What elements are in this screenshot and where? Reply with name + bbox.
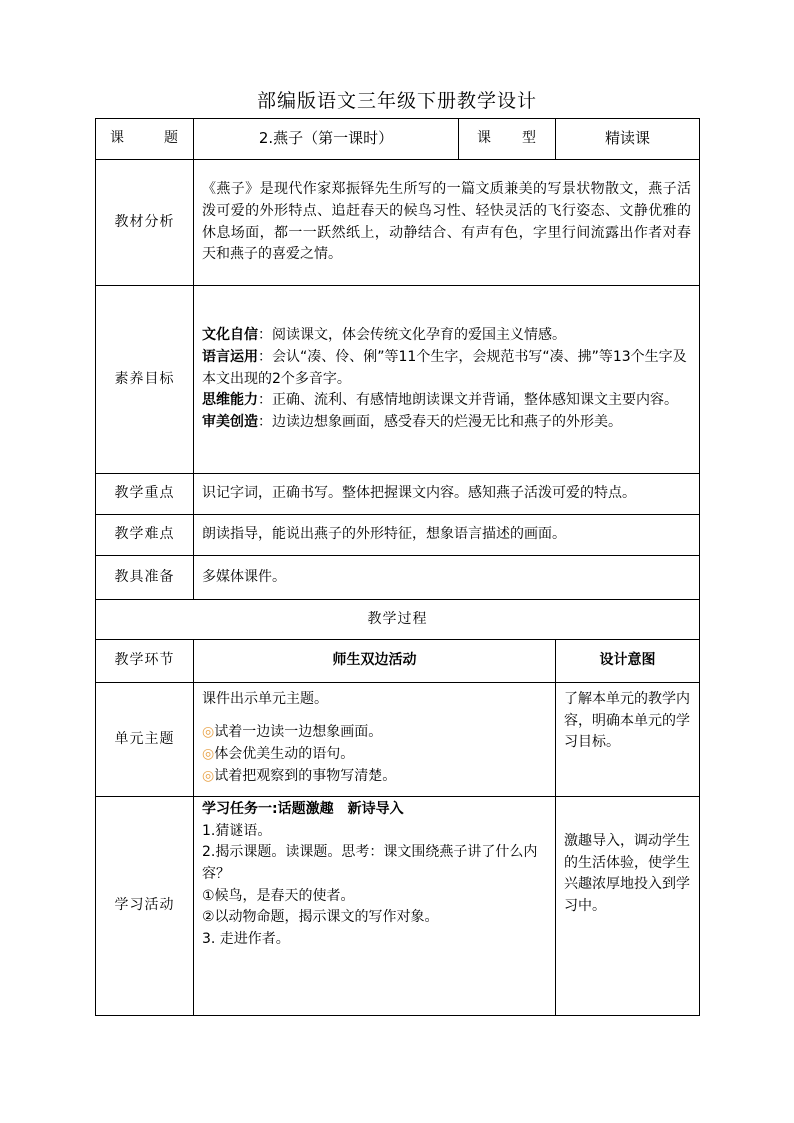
activity-column-header: 师生双边活动 <box>194 640 556 683</box>
list-item <box>202 721 547 743</box>
list-item-text: 试着把观察到的事物写清楚。 <box>214 767 397 784</box>
process-title: 教学过程 <box>96 600 700 640</box>
goal-head: 文化自信 <box>202 327 258 344</box>
analysis-text: 《燕子》是现代作家郑振铎先生所写的一篇文质兼美的写景状物散文，燕子活泼可爱的外形特点、追赶春天的候鸟习性、轻快灵活的飞行姿态、文静优雅的休息场面，都一一跃然纸上，动静结合、有声有色，字里行间流露出作者对春天和燕子的喜爱之情。 <box>194 160 700 286</box>
unit-theme-intro: 课件出示单元主题。 <box>202 691 328 707</box>
list-item: ①候鸟，是春天的使者。 <box>202 887 355 904</box>
difficulties-row <box>96 515 700 556</box>
lesson-plan-table <box>95 118 700 1016</box>
analysis-row <box>96 160 700 286</box>
goal-head: 思维能力 <box>202 392 258 409</box>
document-title: 部编版语文三年级下册教学设计 <box>256 90 537 112</box>
topic-value: 2.燕子（第一课时） <box>194 119 459 160</box>
list-item-text: 试着一边读一边想象画面。 <box>214 723 383 740</box>
goal-text: ：阅读课文，体会传统文化孕育的爱国主义情感。 <box>258 327 566 344</box>
list-item: 2.揭示课题。读课题。思考：课文围绕燕子讲了什么内容？ <box>202 844 538 883</box>
process-header-row <box>96 640 700 683</box>
goal-text: ：正确、流利、有感情地朗读课文并背诵，整体感知课文主要内容。 <box>258 392 678 409</box>
list-item-text: 体会优美生动的语句。 <box>214 745 355 762</box>
key-points-row <box>96 474 700 515</box>
goal-text: ：会认“凑、伶、俐”等11个生字，会规范书写“凑、拂”等13个生字及本文出现的2个多音字。 <box>202 348 687 387</box>
bullet-icon: ◎ <box>202 745 215 762</box>
header-row <box>96 119 700 160</box>
learning-activity <box>194 797 556 1016</box>
list-item: ②以动物命题，揭示课文的写作对象。 <box>202 909 439 926</box>
bullet-icon: ◎ <box>202 767 215 784</box>
difficulties-label: 教学难点 <box>96 515 194 556</box>
list-item <box>202 743 547 765</box>
goal-item <box>202 390 691 412</box>
learning-row <box>96 797 700 1016</box>
goal-item <box>202 412 691 434</box>
tools-row <box>96 556 700 600</box>
goal-text: ：边读边想象画面，感受春天的烂漫无比和燕子的外形美。 <box>258 414 622 431</box>
list-item: 3. 走进作者。 <box>202 931 290 948</box>
learning-label: 学习活动 <box>96 797 194 1016</box>
key-points-label: 教学重点 <box>96 474 194 515</box>
goal-item <box>202 325 691 347</box>
goals-content <box>194 286 700 474</box>
goal-head: 审美创造 <box>202 414 258 431</box>
goal-head: 语言运用 <box>202 348 258 365</box>
process-title-row <box>96 600 700 640</box>
key-points-text: 识记字词，正确书写。整体把握课文内容。感知燕子活泼可爱的特点。 <box>194 474 700 515</box>
stage-column-header: 教学环节 <box>96 640 194 683</box>
tools-text: 多媒体课件。 <box>194 556 700 600</box>
learning-intent: 激趣导入，调动学生的生活体验，使学生兴趣浓厚地投入到学习中。 <box>556 797 700 1016</box>
bullet-icon: ◎ <box>202 723 215 740</box>
unit-theme-row <box>96 683 700 797</box>
goal-item <box>202 347 691 390</box>
list-item <box>202 765 547 787</box>
analysis-label: 教材分析 <box>96 160 194 286</box>
type-value: 精读课 <box>556 119 700 160</box>
list-item: 1.猜谜语。 <box>202 822 272 839</box>
unit-theme-list <box>202 721 547 787</box>
task-title: 学习任务一:话题激趣 新诗导入 <box>202 801 404 817</box>
goals-label: 素养目标 <box>96 286 194 474</box>
unit-theme-label: 单元主题 <box>96 683 194 797</box>
goals-row <box>96 286 700 474</box>
topic-label: 课 题 <box>96 119 194 160</box>
type-label: 课 型 <box>459 119 556 160</box>
intent-column-header: 设计意图 <box>556 640 700 683</box>
difficulties-text: 朗读指导，能说出燕子的外形特征，想象语言描述的画面。 <box>194 515 700 556</box>
unit-theme-intent: 了解本单元的教学内容，明确本单元的学习目标。 <box>556 683 700 797</box>
tools-label: 教具准备 <box>96 556 194 600</box>
unit-theme-activity <box>194 683 556 797</box>
